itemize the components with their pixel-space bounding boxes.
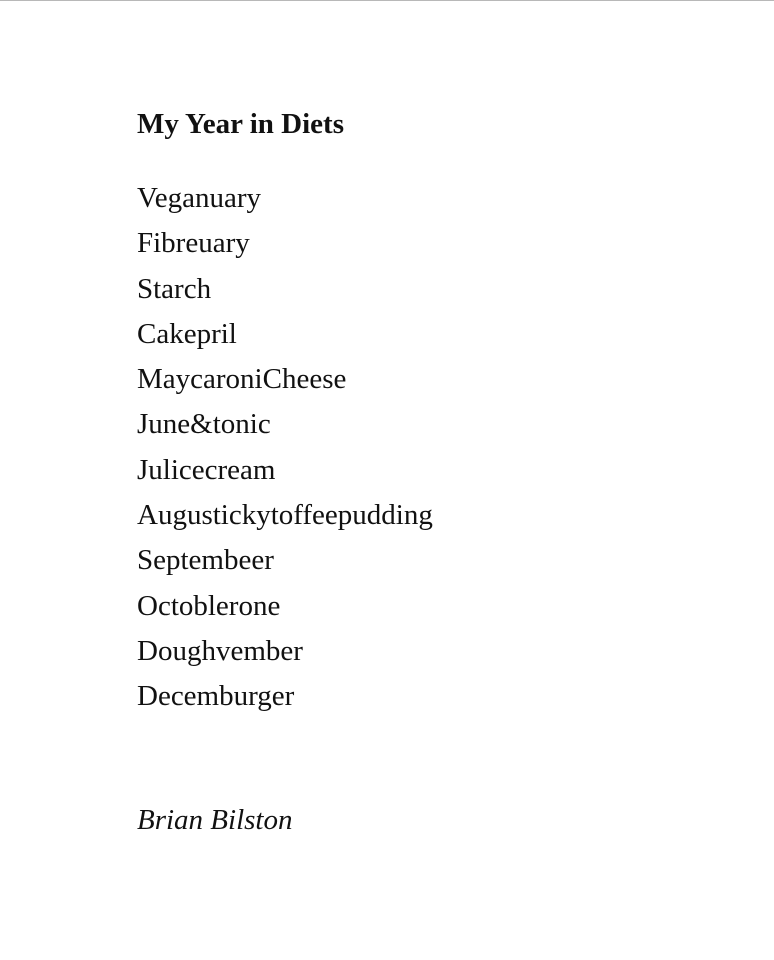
poem-line-december: Decemburger [137, 680, 295, 713]
poem-line-may: MaycaroniCheese [137, 363, 347, 396]
poem-title: My Year in Diets [137, 108, 344, 140]
poem-line-november: Doughvember [137, 634, 303, 667]
poem-line-april: Cakepril [137, 317, 237, 350]
poem-line-september: Septembeer [137, 544, 274, 577]
top-border-line [0, 0, 774, 1]
poem [137, 104, 433, 713]
poem-line-january: Veganuary [137, 182, 262, 214]
poem-line-march: Starch [137, 272, 212, 305]
poem-lines [137, 176, 433, 720]
poem-author: Brian Bilston [137, 804, 293, 836]
poem-line-june: June&tonic [137, 408, 271, 441]
poem-line-july: Julicecream [137, 453, 276, 486]
poem-line-august: Augustickytoffeepudding [137, 499, 433, 532]
poem-line-february: Fibreuary [137, 227, 250, 260]
poem-line-october: Octoblerone [137, 589, 281, 622]
